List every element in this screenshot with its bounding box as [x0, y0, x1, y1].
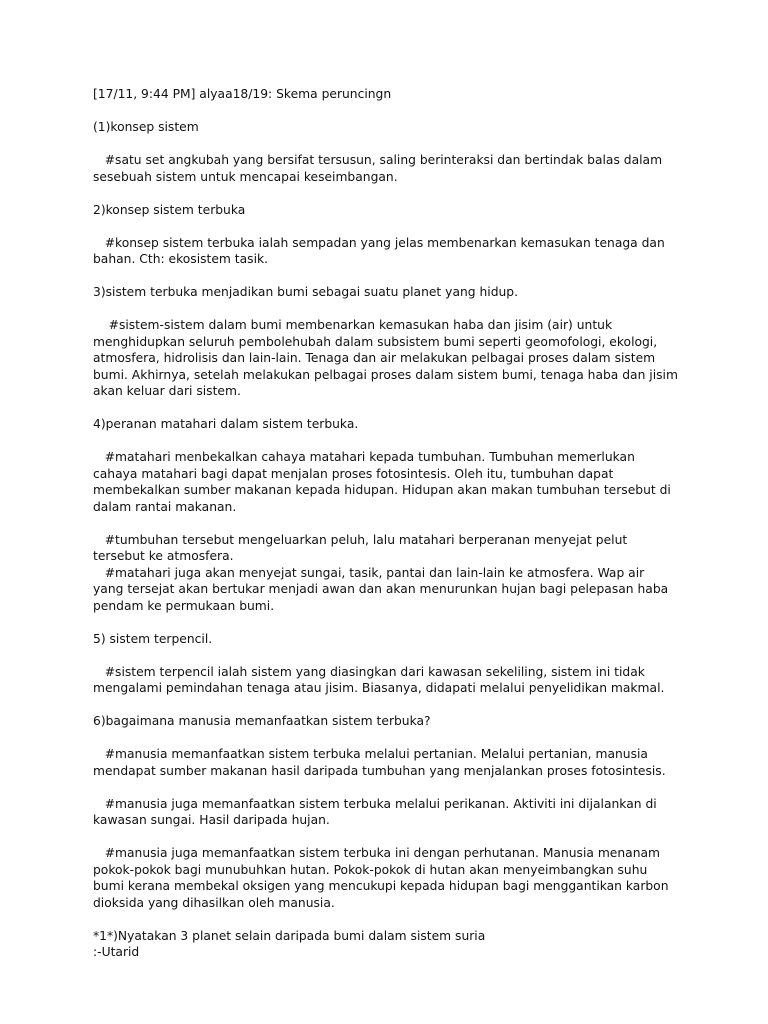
body-sistem-terbuka: #konsep sistem terbuka ialah sempadan yang jelas membenarkan kemasukan tenaga dan bahan. Cth: ekosistem tasik. — [93, 235, 669, 266]
heading-peranan-matahari: 4)peranan matahari dalam sistem terbuka. — [93, 417, 359, 431]
answer-utarid: :-Utarid — [93, 945, 140, 959]
body-sistem-terpencil: #sistem terpencil ialah sistem yang diasingkan dari kawasan sekeliling, sistem ini tidak mengalami pemindahan tenaga atau jisim. Biasanya, didapati melalui penyelidikan makmal. — [93, 664, 665, 695]
document-page — [93, 86, 682, 961]
body-peranan-matahari-3: #matahari juga akan menyejat sungai, tasik, pantai dan lain-lain ke atmosfera. Wap air yang tersejat akan bertukar menjadi awan dan akan menurunkan hujan bagi pelepasan haba pendam ke permukaan bumi. — [93, 565, 673, 613]
heading-manusia-memanfaatkan: 6)bagaimana manusia memanfaatkan sistem terbuka? — [93, 714, 431, 728]
body-peranan-matahari-1: #matahari menbekalkan cahaya matahari kepada tumbuhan. Tumbuhan memerlukan cahaya matahari bagi dapat menjalan proses fotosintesis. Oleh itu, tumbuhan dapat membekalkan sumber makanan kepada hidupan. Hidupan akan makan tumbuhan tersebut di dalam rantai makanan. — [93, 450, 675, 514]
body-perhutanan: #manusia juga memanfaatkan sistem terbuka ini dengan perhutanan. Manusia menanam pokok-pokok bagi munubuhkan hutan. Pokok-pokok di hutan akan menyeimbangkan suhu bumi kerana membekal oksigen yang mencukupi kepada hidupan bagi menggantikan karbon dioksida yang dihasilkan oleh manusia. — [93, 846, 673, 910]
question-planet: *1*)Nyatakan 3 planet selain daripada bumi dalam sistem suria — [93, 928, 486, 943]
body-peranan-matahari-2: #tumbuhan tersebut mengeluarkan peluh, lalu matahari berperanan menyejat pelut tersebut ke atmosfera. — [93, 532, 632, 563]
heading-bumi-planet-hidup: 3)sistem terbuka menjadikan bumi sebagai suatu planet yang hidup. — [93, 285, 519, 299]
body-konsep-sistem: #satu set angkubah yang bersifat tersusun, saling berinteraksi dan bertindak balas dalam sesebuah sistem untuk mencapai keseimbangan. — [93, 153, 666, 184]
chat-header: [17/11, 9:44 PM] alyaa18/19: Skema peruncingn — [93, 87, 392, 101]
heading-konsep-sistem: (1)konsep sistem — [93, 120, 199, 134]
body-perikanan: #manusia juga memanfaatkan sistem terbuka melalui perikanan. Aktiviti ini dijalankan di kawasan sungai. Hasil daripada hujan. — [93, 796, 661, 827]
body-bumi-planet-hidup: #sistem-sistem dalam bumi membenarkan kemasukan haba dan jisim (air) untuk menghidupkan seluruh pembolehubah dalam subsistem bumi seperti geomofologi, ekologi, atmosfera, hidrolisis dan lain-lain. Tenaga dan air melakukan pelbagai proses dalam sistem bumi. Akhirnya, setelah melakukan pelbagai proses dalam sistem bumi, tenaga haba dan jisim akan keluar dari sistem. — [93, 318, 682, 398]
body-pertanian: #manusia memanfaatkan sistem terbuka melalui pertanian. Melalui pertanian, manusia mendapat sumber makanan hasil daripada tumbuhan yang menjalankan proses fotosintesis. — [93, 747, 666, 778]
heading-sistem-terbuka: 2)konsep sistem terbuka — [93, 202, 246, 217]
heading-sistem-terpencil: 5) sistem terpencil. — [93, 631, 213, 646]
